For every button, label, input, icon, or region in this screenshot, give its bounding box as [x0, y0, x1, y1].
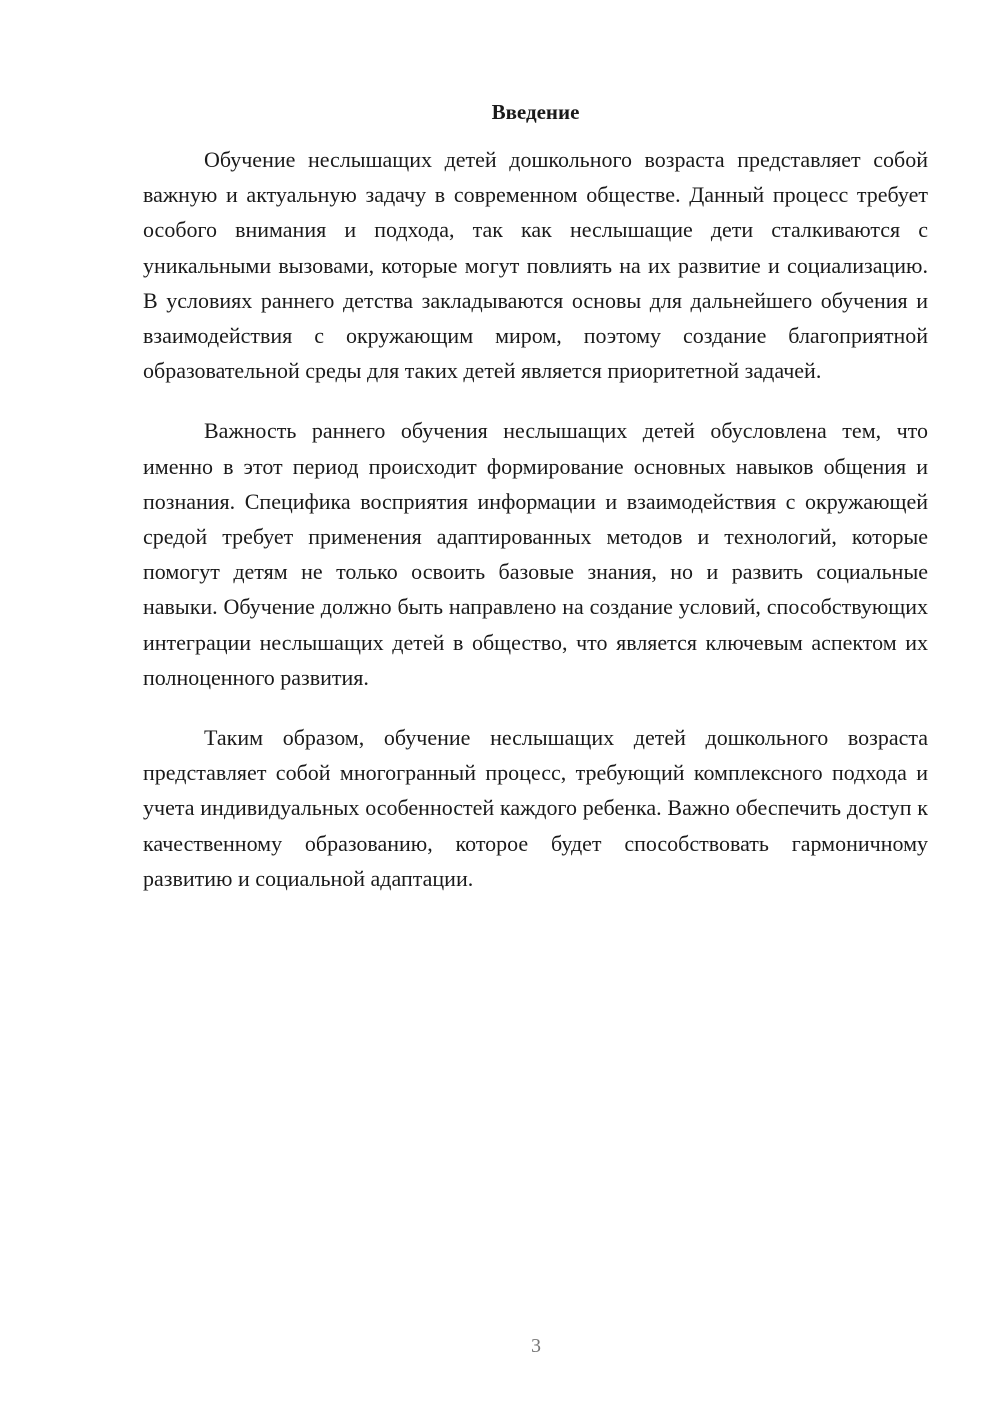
paragraph-1: Обучение неслышащих детей дошкольного возраста представляет собой важную и актуальную задачу в современном обществе. Данный процесс требует особого внимания и подхода, так как неслышащие дети сталкиваются с уникальными вызовами, которые могут повлиять на их развитие и социализацию. В условиях раннего детства закладываются основы для дальнейшего обучения и взаимодействия с окружающим миром, поэтому создание благоприятной образовательной среды для таких детей является приоритетной задачей.: [143, 147, 928, 384]
paragraph-3: Таким образом, обучение неслышащих детей дошкольного возраста представляет собой многогранный процесс, требующий комплексного подхода и учета индивидуальных особенностей каждого ребенка. Важно обеспечить доступ к качественному образованию, которое будет способствовать гармоничному развитию и социальной адаптации.: [143, 725, 928, 891]
body-text: [143, 142, 928, 921]
paragraph-2: Важность раннего обучения неслышащих детей обусловлена тем, что именно в этот период происходит формирование основных навыков общения и познания. Специфика восприятия информации и взаимодействия с окружающей средой требует применения адаптированных методов и технологий, которые помогут детям не только освоить базовые знания, но и развить социальные навыки. Обучение должно быть направлено на создание условий, способствующих интеграции неслышащих детей в общество, что является ключевым аспектом их полноценного развития.: [143, 418, 928, 690]
page-number: 3: [531, 1335, 541, 1357]
page-title: Введение: [491, 100, 580, 124]
